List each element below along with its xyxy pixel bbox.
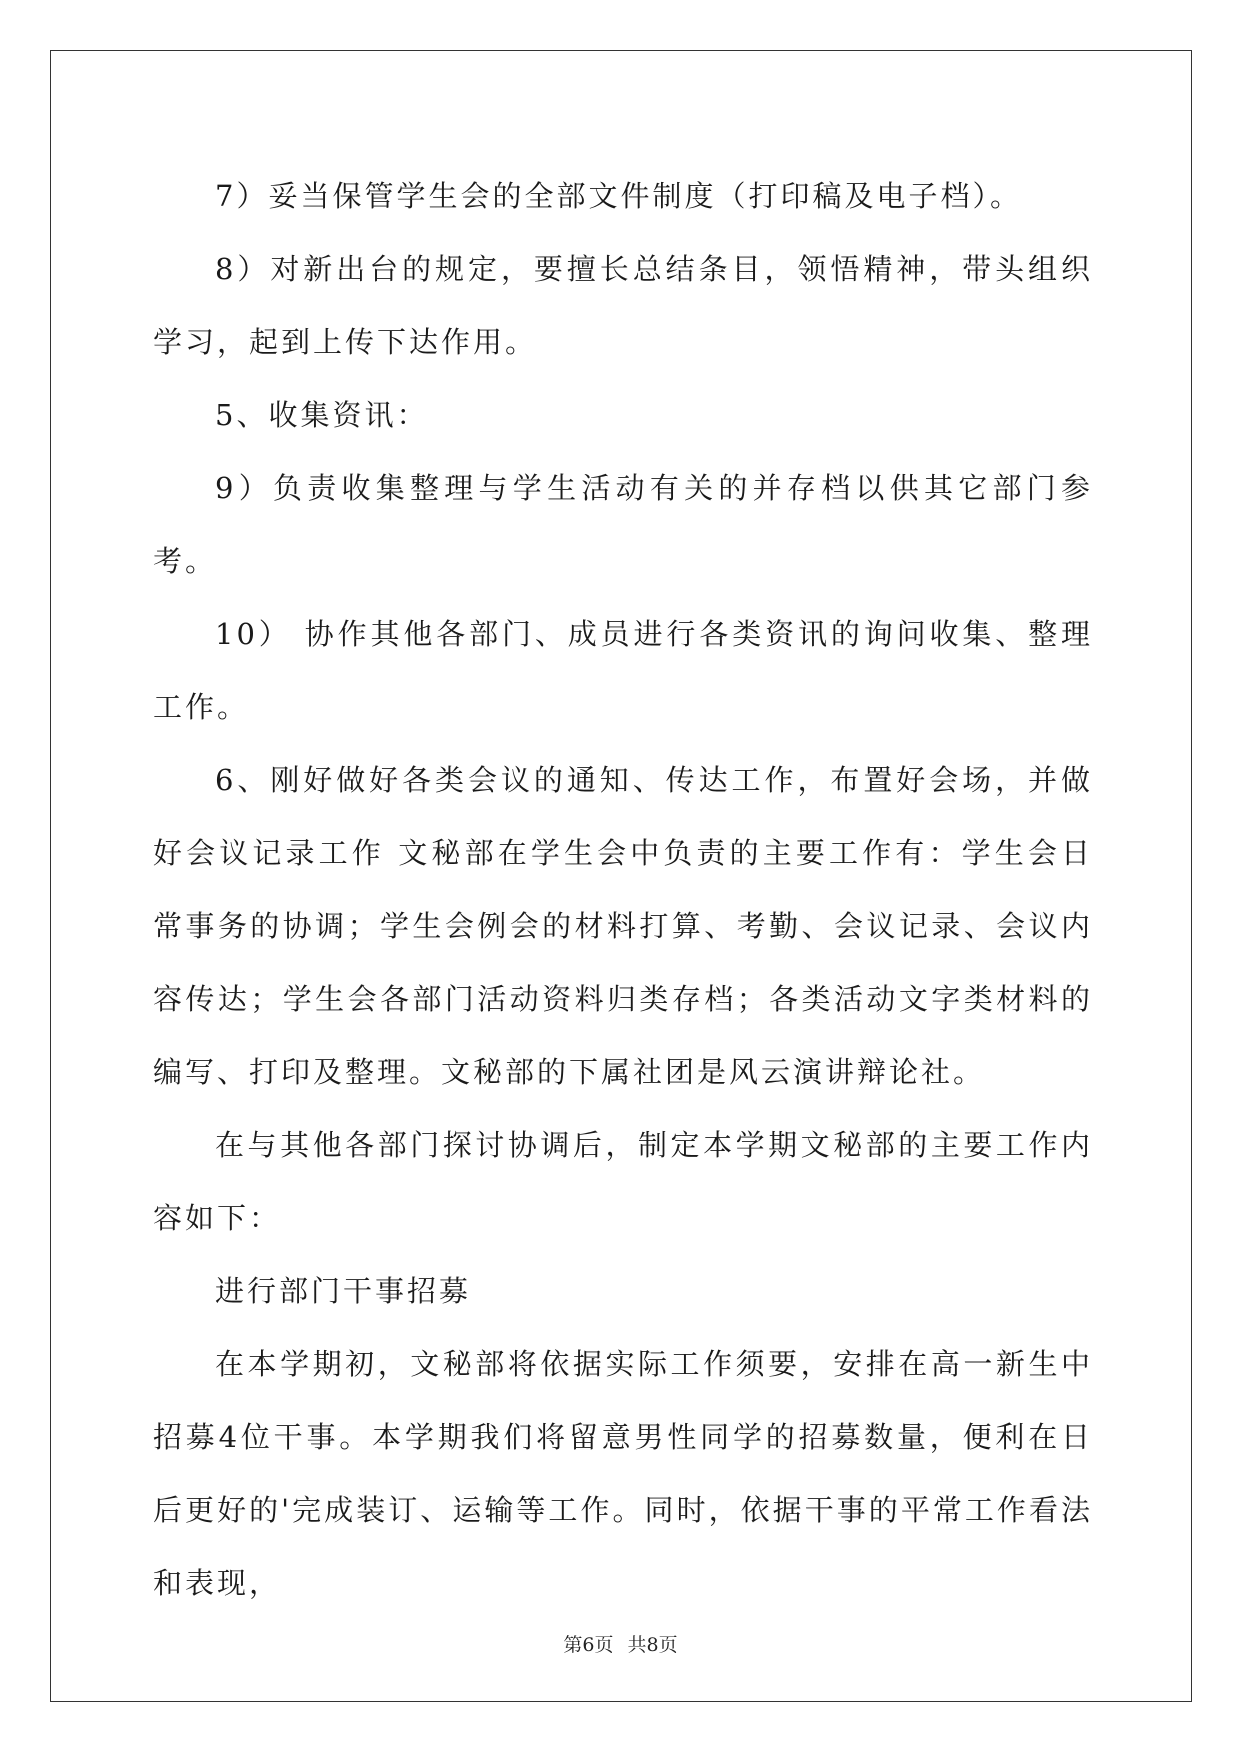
paragraph: 6、刚好做好各类会议的通知、传达工作，布置好会场，并做好会议记录工作 文秘部在学生会中负责的主要工作有：学生会日常事务的协调；学生会例会的材料打算、考勤、会议记录、会议内容传达；学生会各部门活动资料归类存档；各类活动文字类材料的编写、打印及整理。文秘部的下属社团是风云演讲辩论社。 <box>153 763 1093 1089</box>
page-total: 共8页 <box>627 1634 678 1656</box>
paragraph: 7）妥当保管学生会的全部文件制度（打印稿及电子档）。 <box>215 179 1022 213</box>
paragraph: 9）负责收集整理与学生活动有关的并存档以供其它部门参考。 <box>153 471 1093 578</box>
document-body <box>153 160 1093 1620</box>
page-number: 第6页 <box>563 1634 614 1656</box>
paragraph: 5、收集资讯： <box>215 398 429 432</box>
paragraph: 10） 协作其他各部门、成员进行各类资讯的询问收集、整理工作。 <box>153 617 1093 724</box>
paragraph: 在本学期初，文秘部将依据实际工作须要，安排在高一新生中招募4位干事。本学期我们将留意男性同学的招募数量，便利在日后更好的'完成装订、运输等工作。同时，依据干事的平常工作看法和表现， <box>153 1347 1093 1600</box>
paragraph: 在与其他各部门探讨协调后，制定本学期文秘部的主要工作内容如下： <box>153 1128 1093 1235</box>
paragraph: 进行部门干事招募 <box>215 1274 472 1308</box>
page-footer <box>0 1630 1241 1657</box>
paragraph: 8）对新出台的规定，要擅长总结条目，领悟精神，带头组织学习，起到上传下达作用。 <box>153 252 1093 359</box>
